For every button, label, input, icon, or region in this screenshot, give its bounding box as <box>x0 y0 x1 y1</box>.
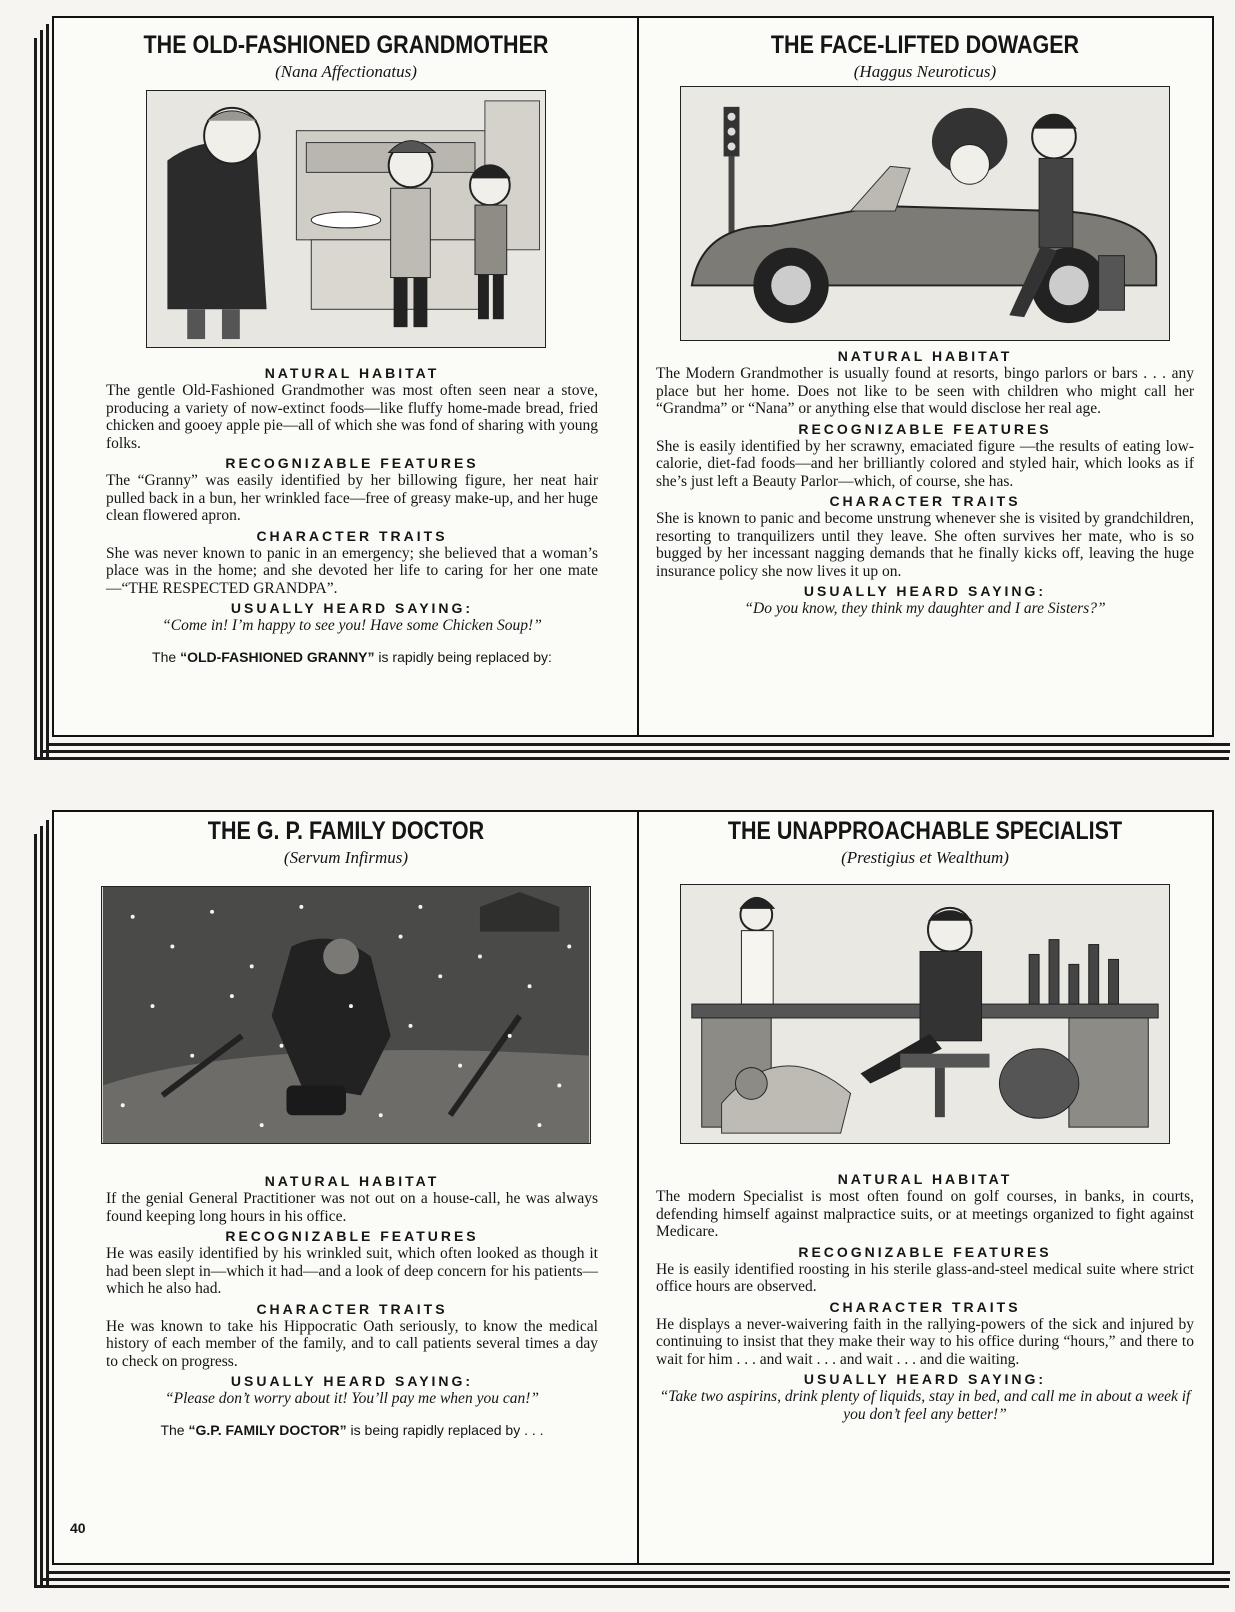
panel-latin-name: (Nana Affectionatus) <box>275 62 417 81</box>
natural-habitat-heading: NATURAL HABITAT <box>837 1171 1013 1187</box>
page-stack-line <box>34 1585 1229 1588</box>
recognizable-features-text: He was easily identified by his wrinkled suit, which often looked as though it had been slept in—which it had—and a look of deep concern for his patients—which he also had. <box>106 1245 598 1297</box>
character-traits-heading: CHARACTER TRAITS <box>256 527 448 544</box>
replaced-prefix: The <box>152 649 181 665</box>
replaced-bold: “G.P. FAMILY DOCTOR” <box>188 1422 347 1438</box>
panel-latin-name: (Haggus Neuroticus) <box>853 62 997 81</box>
recognizable-features-text: She is easily identified by her scrawny, emaciated figure —the results of eating low-calorie, diet-fad foods—and her brilliantly colored and styled hair, which looks as if she’s just left a Beauty Parlor—which, of course, she has. <box>656 437 1194 490</box>
column-divider <box>637 810 639 1565</box>
character-traits-text: She was never known to panic in an emergency; she believed that a woman’s place was in the home; and she devoted her life to caring for her one mate—“THE RESPECTED GRANDPA”. <box>106 544 598 597</box>
panel-old-fashioned-grandmother <box>60 30 632 665</box>
natural-habitat-text: If the genial General Practitioner was not out on a house-call, he was always found keeping long hours in his office. <box>106 1190 598 1225</box>
replaced-by-line <box>106 649 598 665</box>
recognizable-features-text: The “Granny” was easily identified by her billowing figure, her neat hair pulled back in a bun, her wrinkled face—free of greasy make-up, and her huge clean flowered apron. <box>106 472 598 524</box>
top-book-spread <box>0 0 1235 770</box>
recognizable-features-heading: RECOGNIZABLE FEATURES <box>798 420 1052 437</box>
usually-heard-saying-heading: USUALLY HEARD SAYING: <box>803 1371 1047 1387</box>
character-traits-text: He was known to take his Hippocratic Oath seriously, to know the medical history of each member of the family, and to call patients several times a day to check on progress. <box>106 1317 598 1370</box>
usually-heard-saying-heading: USUALLY HEARD SAYING: <box>803 583 1047 599</box>
replaced-prefix: The <box>160 1422 189 1438</box>
recognizable-features-text: He is easily identified roosting in his sterile glass-and-steel medical suite where strict office hours are observed. <box>656 1260 1194 1295</box>
page-stack-line <box>46 820 49 1586</box>
replaced-suffix: is being rapidly replaced by . . . <box>346 1422 544 1438</box>
page-stack-line <box>34 834 37 1586</box>
page-stack-line <box>34 38 37 758</box>
doctor-in-snowstorm-illustration <box>101 886 591 1144</box>
character-traits-text: He displays a never-waivering faith in the rallying-powers of the sick and injured by continuing to insist that they make their way to his office during “hours,” and there to wait for him . . . and wait . . . and wait . . . and die waiting. <box>656 1315 1194 1368</box>
character-traits-heading: CHARACTER TRAITS <box>829 493 1021 509</box>
bottom-book-spread <box>0 808 1235 1608</box>
natural-habitat-heading: NATURAL HABITAT <box>264 365 440 381</box>
panel-latin-name: (Servum Infirmus) <box>283 848 409 867</box>
page-stack-line <box>40 30 43 758</box>
panel-title: THE FACE-LIFTED DOWAGER <box>770 31 1080 59</box>
panel-gp-family-doctor <box>60 816 632 1438</box>
character-traits-heading: CHARACTER TRAITS <box>829 1298 1021 1315</box>
page-stack-line <box>34 757 1229 760</box>
usually-heard-saying-quote: “Take two aspirins, drink plenty of liquids, stay in bed, and call me in about a week if you don’t feel any better!” <box>659 1388 1191 1423</box>
replaced-bold: “OLD-FASHIONED GRANNY” <box>180 649 375 665</box>
natural-habitat-heading: NATURAL HABITAT <box>264 1173 440 1189</box>
usually-heard-saying-quote: “Come in! I’m happy to see you! Have some Chicken Soup!” <box>162 617 542 634</box>
natural-habitat-text: The modern Specialist is most often found on golf courses, in banks, in courts, defending himself against malpractice suits, or at meetings organized to fight against Medicare. <box>656 1188 1194 1240</box>
recognizable-features-heading: RECOGNIZABLE FEATURES <box>225 1228 479 1244</box>
panel-face-lifted-dowager <box>642 30 1208 618</box>
panel-text-block <box>642 1144 1208 1424</box>
dowager-in-convertible-illustration <box>680 86 1170 341</box>
page-stack-line <box>40 826 43 1586</box>
column-divider <box>637 16 639 737</box>
panel-text-block <box>60 348 632 665</box>
usually-heard-saying-quote: “Do you know, they think my daughter and I are Sisters?” <box>744 600 1106 617</box>
usually-heard-saying-heading: USUALLY HEARD SAYING: <box>230 600 474 616</box>
character-traits-heading: CHARACTER TRAITS <box>256 1300 448 1317</box>
page-number: 40 <box>70 1520 86 1536</box>
character-traits-text: She is known to panic and become unstrung whenever she is visited by grandchildren, resorting to tranquilizers until they leave. She often survives her mate, who is so bugged by her incessant nagging demands that he finally kicks off, leaving the huge insurance policy she now lives it up on. <box>656 510 1194 580</box>
page-stack-line <box>40 1578 1230 1581</box>
panel-title: THE OLD-FASHIONED GRANDMOTHER <box>143 31 549 59</box>
recognizable-features-heading: RECOGNIZABLE FEATURES <box>225 455 479 471</box>
usually-heard-saying-quote: “Please don’t worry about it! You’ll pay me when you can!” <box>165 1390 539 1407</box>
recognizable-features-heading: RECOGNIZABLE FEATURES <box>798 1243 1052 1260</box>
panel-latin-name: (Prestigius et Wealthum) <box>841 848 1009 867</box>
natural-habitat-text: The Modern Grandmother is usually found at resorts, bingo parlors or bars . . . any place but her home. Does not like to be seen with children who might call her “Grandma” or “Nana” or anything else that would disclose her real age. <box>656 365 1194 417</box>
page-stack-line <box>40 750 1230 753</box>
natural-habitat-text: The gentle Old-Fashioned Grandmother was most often seen near a stove, producing a variety of now-extinct foods—like fluffy home-made bread, fried chicken and gooey apple pie—all of which she was fond of sharing with young folks. <box>106 382 598 452</box>
replaced-by-line <box>106 1422 598 1438</box>
page-stack-line <box>46 743 1230 746</box>
panel-unapproachable-specialist <box>642 816 1208 1424</box>
usually-heard-saying-heading: USUALLY HEARD SAYING: <box>230 1373 474 1389</box>
specialist-at-desk-illustration <box>680 884 1170 1144</box>
grandmother-serving-kids-illustration <box>146 90 546 348</box>
replaced-suffix: is rapidly being replaced by: <box>374 649 552 665</box>
panel-title: THE UNAPPROACHABLE SPECIALIST <box>727 817 1123 845</box>
panel-text-block <box>60 1144 632 1438</box>
panel-text-block <box>642 341 1208 618</box>
page-stack-line <box>46 1571 1230 1574</box>
natural-habitat-heading: NATURAL HABITAT <box>837 348 1013 364</box>
panel-title: THE G. P. FAMILY DOCTOR <box>207 817 485 845</box>
page-stack-line <box>46 24 49 758</box>
